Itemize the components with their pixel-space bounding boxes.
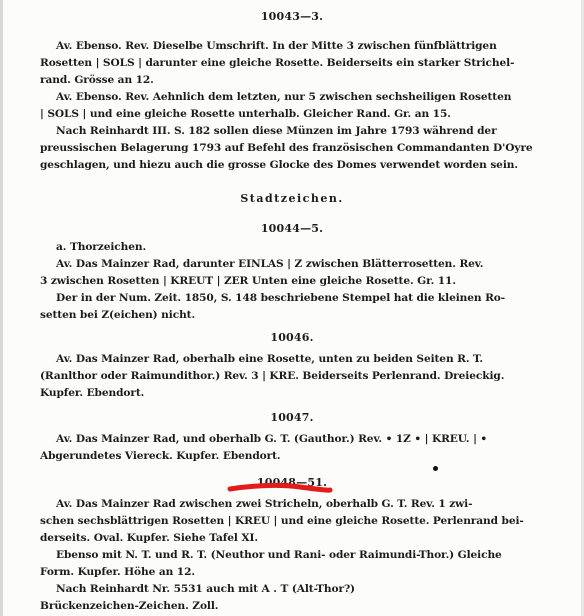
text-line: Nach Reinhardt III. S. 182 sollen diese Münzen im Jahre 1793 während der [56, 125, 497, 137]
text-line: Av. Das Mainzer Rad zwischen zwei Stricheln, oberhalb G. T. Rev. 1 zwi- [56, 498, 473, 510]
heading-10043: 10043—3. [260, 10, 324, 23]
text-line: Der in der Num. Zeit. 1850, S. 148 beschriebene Stempel hat die kleinen Ro- [56, 292, 506, 304]
text-line: preussischen Belagerung 1793 auf Befehl des französischen Commandanten D'Oyre [40, 142, 533, 154]
text-line: Kupfer. Ebendort. [40, 387, 145, 399]
section-title: Stadtzeichen. [240, 192, 344, 205]
text-line: schen sechsblättrigen Rosetten | KREU | und eine gleiche Rosette. Perlenrand bei- [40, 515, 524, 527]
text-line: geschlagen, und hiezu auch die grosse Glocke des Domes verwendet worden sein. [40, 159, 518, 171]
heading-10046: 10046. [270, 331, 314, 344]
text-line: Av. Das Mainzer Rad, oberhalb eine Rosette, unten zu beiden Seiten R. T. [56, 353, 484, 365]
subsection-label: a. Thorzeichen. [56, 241, 147, 253]
text-line: Nach Reinhardt Nr. 5531 auch mit A . T (Alt-Thor?) [56, 583, 355, 595]
text-line: Av. Ebenso. Rev. Dieselbe Umschrift. In der Mitte 3 zwischen fünfblättrigen [56, 40, 497, 52]
text-line: derseits. Oval. Kupfer. Siehe Tafel XI. [40, 532, 258, 544]
heading-10047: 10047. [270, 411, 314, 424]
text-line: rand. Grösse an 12. [40, 74, 154, 86]
text-line: | SOLS | und eine gleiche Rosette unterhalb. Gleicher Rand. Gr. an 15. [40, 108, 451, 120]
text-line: (Ranlthor oder Raimundithor.) Rev. 3 | KRE. Beiderseits Perlenrand. Dreieckig. [40, 370, 505, 382]
text-line: Rosetten | SOLS | darunter eine gleiche Rosette. Beiderseits ein starker Strichel- [40, 57, 515, 69]
text-line: Av. Ebenso. Rev. Aehnlich dem letzten, nur 5 zwischen sechsheiligen Rosetten [56, 91, 512, 103]
text-line: Ebenso mit N. T. und R. T. (Neuthor und Rani- oder Raimundi-Thor.) Gleiche [56, 549, 502, 561]
text-line: Av. Das Mainzer Rad, und oberhalb G. T. (Gauthor.) Rev. • 1Z • | KREU. | • [56, 433, 488, 445]
text-line: Abgerundetes Viereck. Kupfer. Ebendort. [40, 450, 281, 462]
text-line: Brückenzeichen-Zeichen. Zoll. [40, 600, 219, 612]
text-line: Form. Kupfer. Höhe an 12. [40, 566, 195, 578]
heading-10044: 10044—5. [260, 222, 324, 235]
text-line: Av. Das Mainzer Rad, darunter EINLAS | Z zwischen Blätterrosetten. Rev. [56, 258, 484, 270]
text-line: setten bei Z(eichen) nicht. [40, 309, 196, 321]
heading-10048: 10048—51. [256, 476, 328, 489]
text-line: 3 zwischen Rosetten | KREUT | ZER Unten eine gleiche Rosette. Gr. 11. [40, 275, 456, 287]
